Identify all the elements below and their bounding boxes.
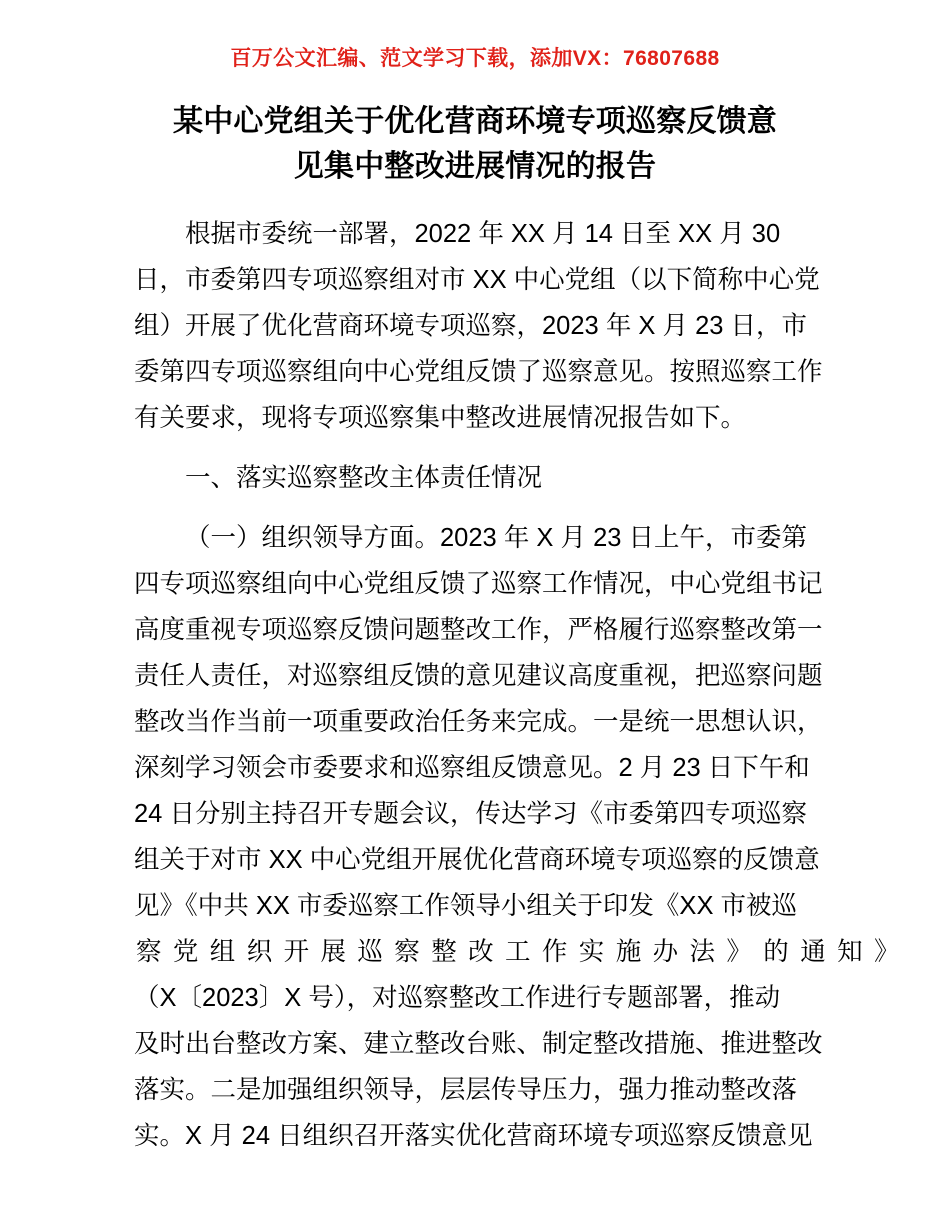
text-line: 见》《中共 XX 市委巡察工作领导小组关于印发《XX 市被巡 [134, 892, 798, 920]
document-title [0, 69, 950, 189]
body-paragraph [0, 515, 950, 1159]
promo-banner [0, 0, 950, 69]
text-line: 四专项巡察组向中心党组反馈了巡察工作情况，中心党组书记 [134, 570, 823, 598]
text-line: 高度重视专项巡察反馈问题整改工作，严格履行巡察整改第一 [134, 616, 823, 644]
text-line: 深刻学习领会市委要求和巡察组反馈意见。2 月 23 日下午和 [134, 754, 810, 782]
paragraph-gap [0, 501, 950, 515]
paragraph-gap [0, 441, 950, 455]
text-line: 组）开展了优化营商环境专项巡察，2023 年 X 月 23 日，市 [134, 312, 808, 340]
text-line: 一、落实巡察整改主体责任情况 [185, 464, 543, 492]
text-line: 及时出台整改方案、建立整改台账、制定整改措施、推进整改 [134, 1030, 823, 1058]
text-line: 察党组织开展巡察整改工作实施办法》的通知》 [136, 938, 911, 966]
section-heading [0, 455, 950, 501]
text-line: 根据市委统一部署，2022 年 XX 月 14 日至 XX 月 30 [185, 220, 781, 248]
text-line: 责任人责任，对巡察组反馈的意见建议高度重视，把巡察问题 [134, 662, 823, 690]
text-line: （X〔2023〕X 号），对巡察整改工作进行专题部署，推动 [134, 984, 781, 1012]
text-line: 整改当作当前一项重要政治任务来完成。一是统一思想认识， [134, 708, 823, 736]
text-line: 落实。二是加强组织领导，层层传导压力，强力推动整改落 [134, 1076, 798, 1104]
document-body [0, 211, 950, 1159]
text-line: （一）组织领导方面。2023 年 X 月 23 日上午，市委第 [185, 524, 808, 552]
text-line: 委第四专项巡察组向中心党组反馈了巡察意见。按照巡察工作 [134, 358, 823, 386]
promo-banner-text: 百万公文汇编、范文学习下载，添加VX：76807688 [230, 47, 720, 70]
text-line: 实。X 月 24 日组织召开落实优化营商环境专项巡察反馈意见 [134, 1122, 813, 1150]
text-line: 日，市委第四专项巡察组对市 XX 中心党组（以下简称中心党 [134, 266, 820, 294]
body-paragraph [0, 211, 950, 441]
document-title-line-2: 见集中整改进展情况的报告 [293, 150, 657, 183]
text-line: 组关于对市 XX 中心党组开展优化营商环境专项巡察的反馈意 [134, 846, 820, 874]
text-line: 有关要求，现将专项巡察集中整改进展情况报告如下。 [134, 404, 747, 432]
document-title-line-1: 某中心党组关于优化营商环境专项巡察反馈意 [173, 105, 777, 138]
text-line: 24 日分别主持召开专题会议，传达学习《市委第四专项巡察 [134, 800, 807, 828]
